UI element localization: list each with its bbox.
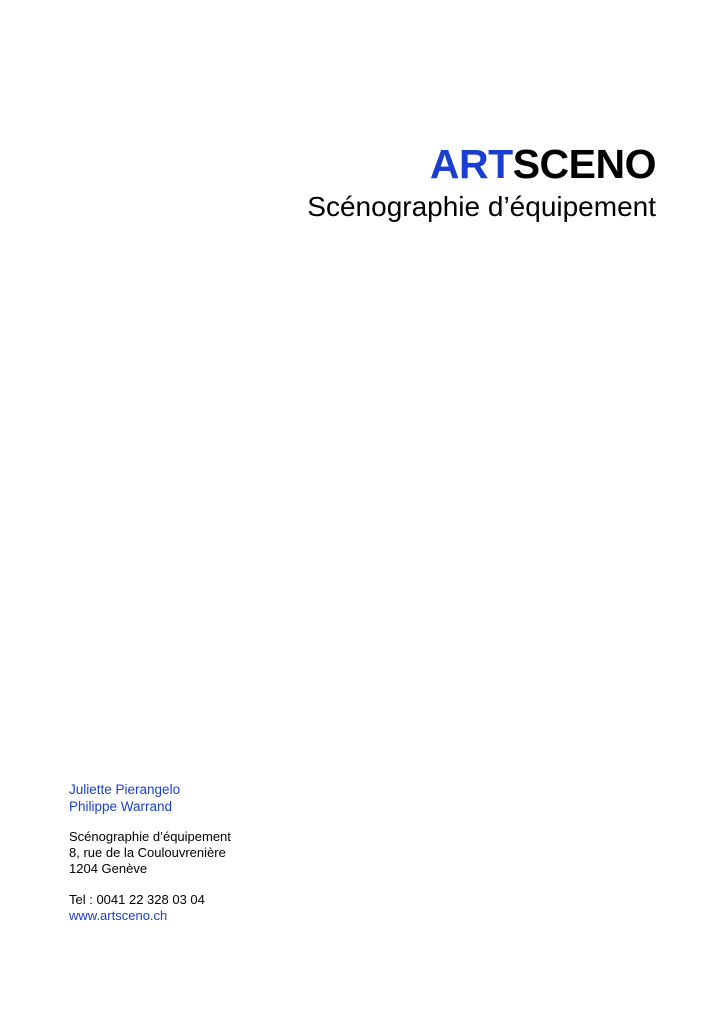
website-link[interactable]: www.artsceno.ch: [69, 908, 168, 923]
phone-number: Tel : 0041 22 328 03 04: [69, 892, 205, 907]
address-line: 1204 Genève: [69, 861, 148, 876]
contact-address: [69, 829, 231, 877]
contact-block: [69, 781, 231, 924]
contact-person: Juliette Pierangelo: [69, 782, 181, 797]
contact-people: [69, 781, 231, 815]
brand-title: [430, 140, 656, 188]
contact-phone-web: [69, 892, 231, 924]
address-line: 8, rue de la Coulouvrenière: [69, 845, 226, 860]
contact-person: Philippe Warrand: [69, 799, 173, 814]
brand-title-art: ART: [429, 141, 513, 187]
brand-subtitle: Scénographie d’équipement: [307, 191, 656, 222]
address-line: Scénographie d’équipement: [69, 829, 231, 844]
brand-title-sceno: SCENO: [512, 141, 656, 187]
